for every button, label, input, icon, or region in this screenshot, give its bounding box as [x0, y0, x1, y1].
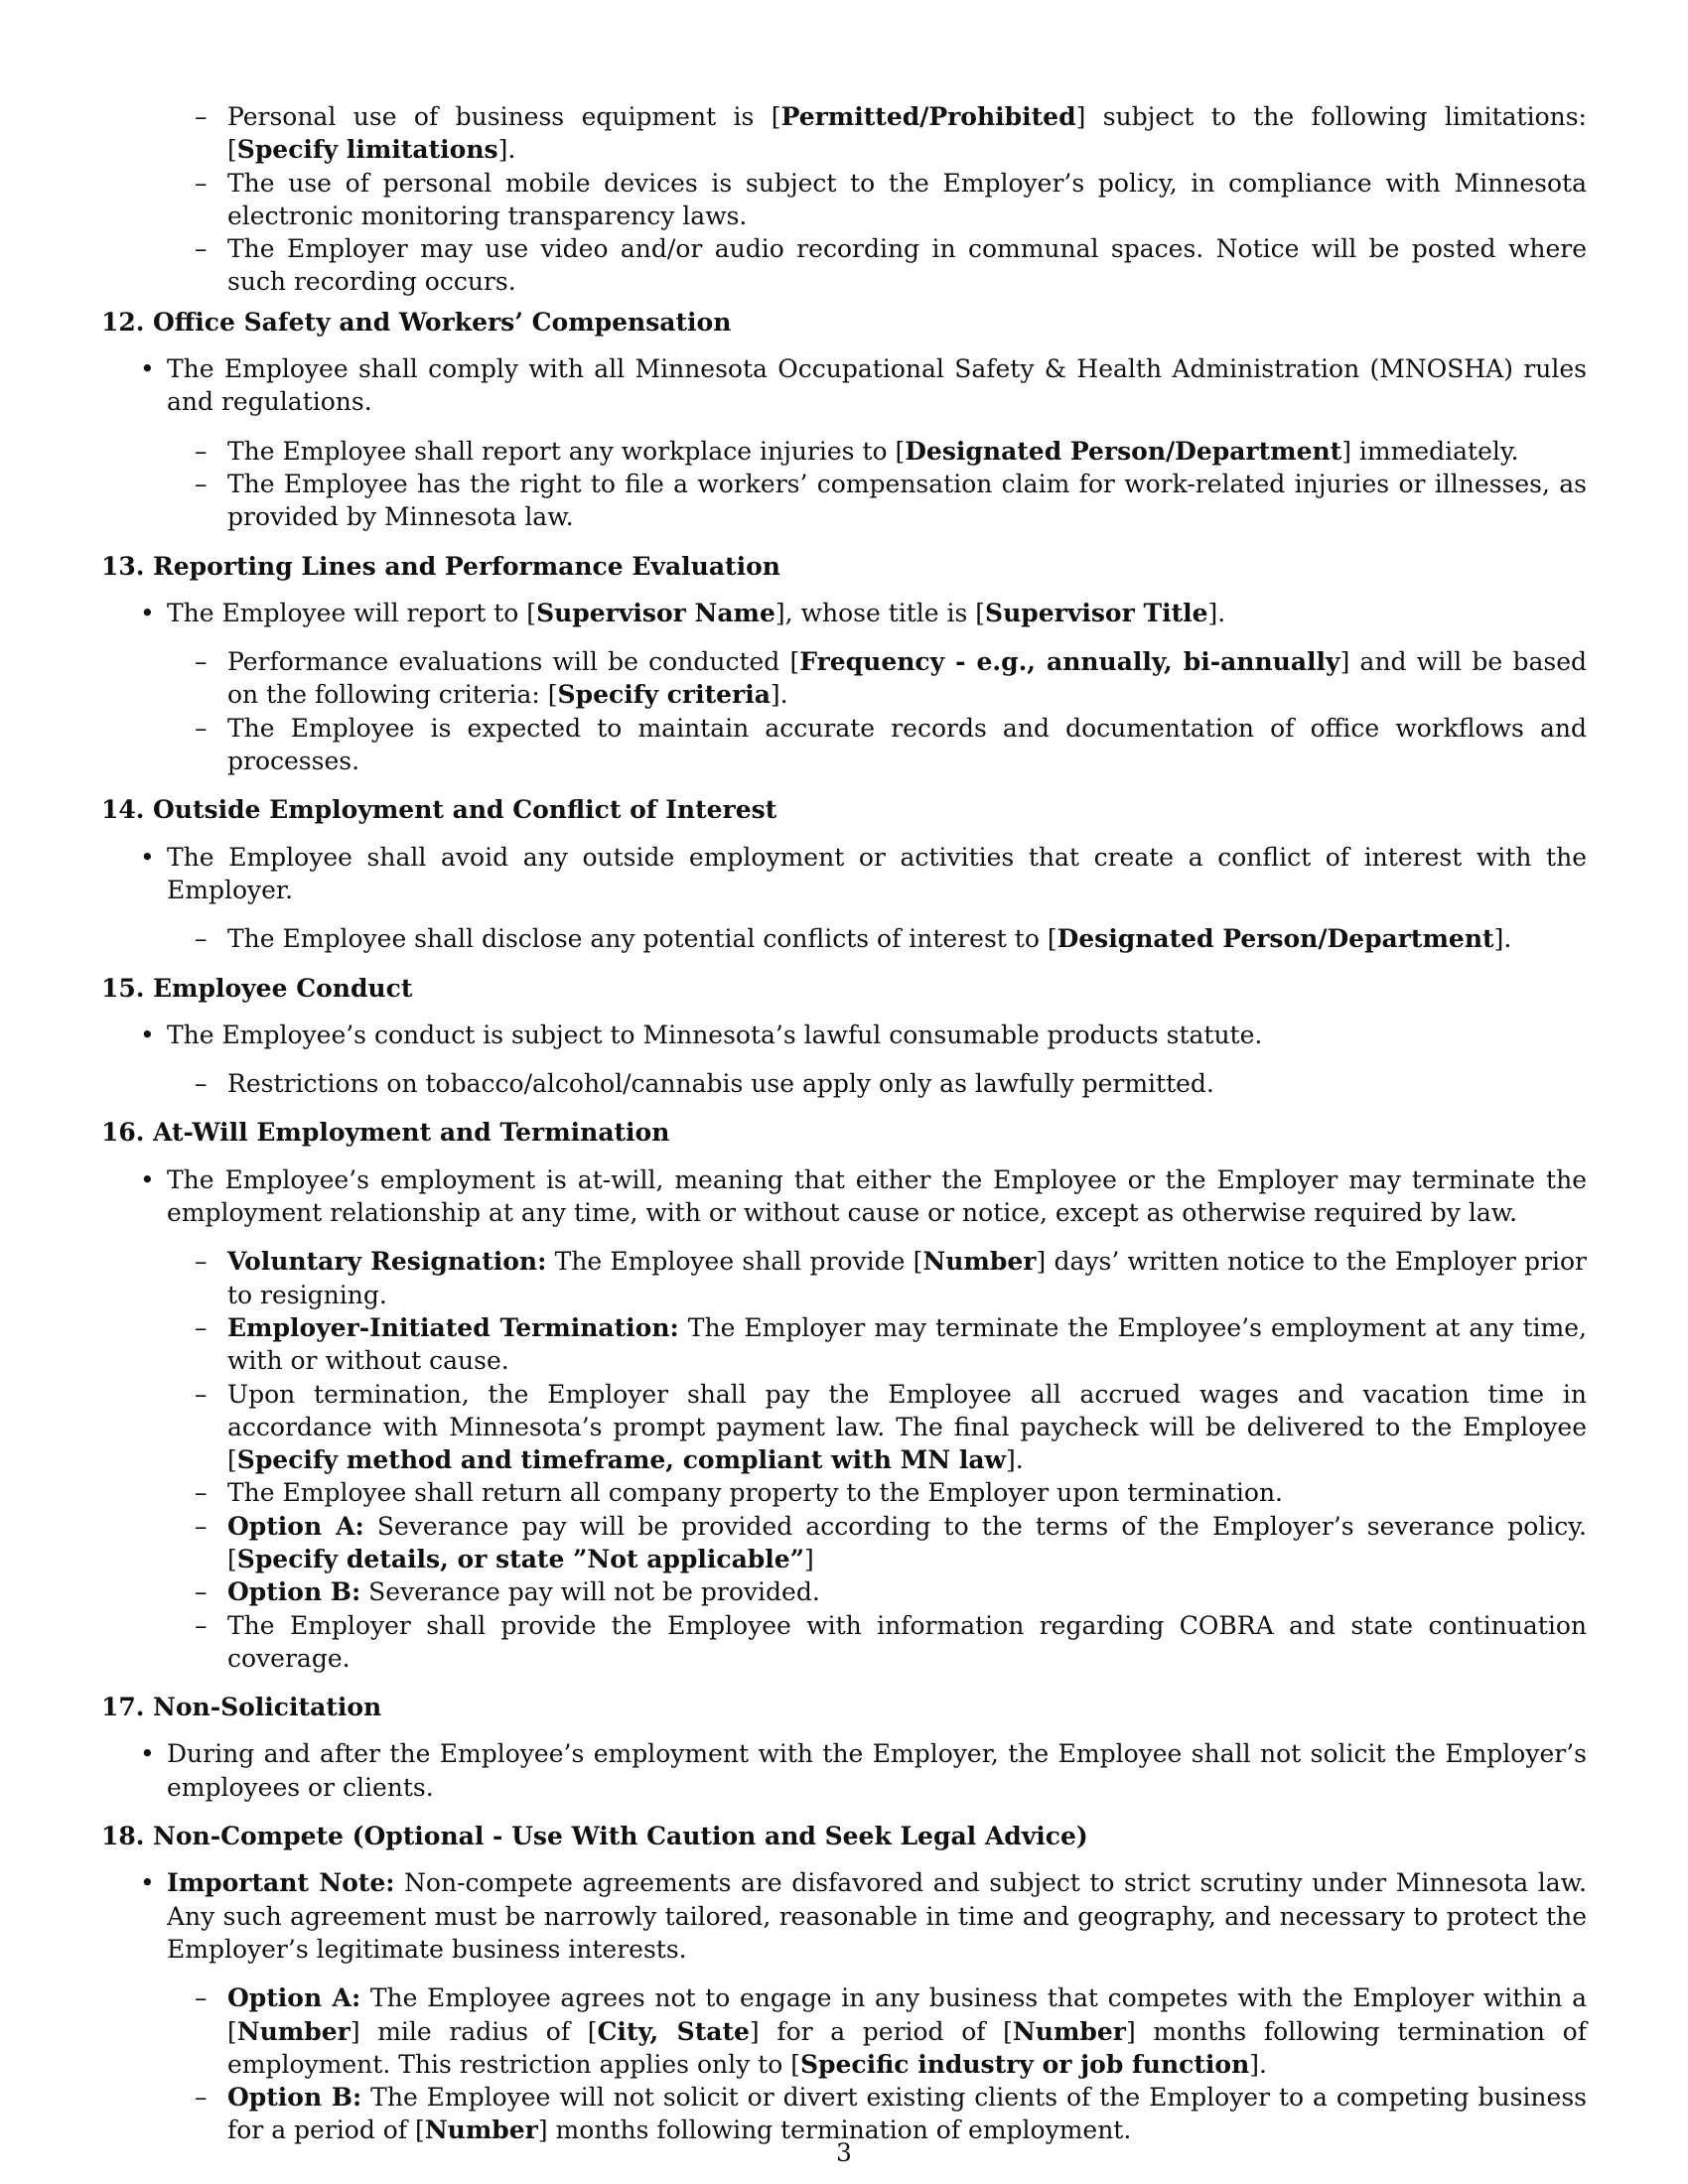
sub-list-item: [227, 1245, 1587, 1311]
sub-list-item: [227, 1067, 1587, 1100]
bullet-text: [167, 597, 1587, 629]
text-segment: The Employee shall return all company property to the Employer upon termination.: [227, 1478, 1284, 1508]
bullet-item: [167, 352, 1587, 533]
bold-text-segment: Supervisor Title: [985, 598, 1208, 627]
section-number: 14.: [101, 795, 145, 825]
bold-text-segment: Option A:: [227, 1983, 361, 2013]
bullet-list: [101, 597, 1587, 777]
text-segment: Upon termination, the Employer shall pay the Employee all accrued wages and vacation time in accordance with Minnesota’s prompt payment law. The final paycheck will be delivered to the Employee [: [227, 1379, 1587, 1475]
section-number: 12.: [101, 307, 145, 337]
text-segment: The Employee’s employment is at-will, meaning that either the Employee or the Employer may terminate the employment relationship at any time, with or without cause or notice, except as otherwise required by law.: [167, 1164, 1587, 1228]
sub-list-item: [227, 232, 1587, 299]
text-segment: ].: [1493, 924, 1512, 954]
section-17: [101, 1691, 1587, 1804]
bullet-item: [167, 841, 1587, 956]
bullet-item: [167, 1866, 1587, 2146]
bullet-text: [167, 1866, 1587, 1966]
bold-text-segment: Specific industry or job function: [799, 2049, 1250, 2079]
text-segment: Non-compete agreements are disfavored and subject to strict scrutiny under Minnesota law. Any such agreement must be narrowly tailored, reasonable in time and geography, and necessary to protect the Employer’s legitimate business interests.: [167, 1868, 1588, 1964]
text-segment: ].: [497, 135, 516, 165]
section-18: [101, 1820, 1587, 2147]
sub-list: [167, 1245, 1587, 1675]
text-segment: ] immediately.: [1341, 436, 1519, 466]
text-segment: The Employee is expected to maintain accurate records and documentation of office workflows and processes.: [227, 713, 1587, 776]
bold-text-segment: Employer-Initiated Termination:: [227, 1312, 679, 1342]
text-segment: The Employee has the right to file a workers’ compensation claim for work-related injuries or illnesses, as provided by Minnesota law.: [227, 469, 1587, 532]
text-segment: Performance evaluations will be conducted [: [227, 647, 800, 677]
bullet-item: [167, 1737, 1587, 1804]
section-heading: [101, 1691, 1587, 1723]
text-segment: The Employer may terminate the Employee’s employment at any time, with or without cause.: [227, 1312, 1587, 1376]
section-heading: [101, 1116, 1587, 1149]
sub-list-item: [227, 1609, 1587, 1676]
text-segment: The use of personal mobile devices is subject to the Employer’s policy, in compliance with Minnesota electronic monitoring transparency laws.: [227, 168, 1587, 230]
section-number: 15.: [101, 973, 145, 1003]
sub-list-item: [227, 1575, 1587, 1608]
text-segment: The Employee shall avoid any outside employment or activities that create a conflict of interest with the Employer.: [167, 842, 1587, 904]
sub-list-item: [227, 100, 1587, 167]
text-segment: The Employee shall disclose any potential conflicts of interest to [: [227, 924, 1057, 954]
section-title: At-Will Employment and Termination: [153, 1118, 670, 1148]
sub-list-item: [227, 468, 1587, 534]
bold-text-segment: Option B:: [227, 1577, 361, 1607]
bold-text-segment: Specify details, or state ”Not applicable”: [236, 1544, 805, 1573]
text-segment: The Employee agrees not to engage in any business that competes with the Employer within a [: [227, 1983, 1587, 2046]
bullet-list: [101, 352, 1587, 533]
sub-list-item: [227, 1311, 1587, 1378]
text-segment: The Employee shall report any workplace injuries to [: [227, 436, 906, 466]
section-13: [101, 550, 1587, 778]
bullet-text: [167, 352, 1587, 419]
text-segment: Severance pay will not be provided.: [360, 1577, 820, 1607]
section-heading: [101, 793, 1587, 826]
text-segment: The Employer may use video and/or audio recording in communal spaces. Notice will be posted where such recording occurs.: [227, 234, 1587, 297]
sub-list: [167, 1981, 1587, 2146]
text-segment: ], whose title is [: [774, 598, 986, 627]
text-segment: The Employee shall comply with all Minnesota Occupational Safety & Health Administration (MNOSHA) rules and regulations.: [167, 354, 1587, 417]
section-title: Outside Employment and Conflict of Interest: [153, 795, 777, 825]
sub-list: [167, 922, 1587, 955]
text-segment: ]: [804, 1544, 814, 1573]
bullet-item: [167, 597, 1587, 777]
bold-text-segment: Number: [424, 2116, 538, 2145]
section-heading: [101, 550, 1587, 583]
sub-list: [167, 645, 1587, 777]
text-segment: Personal use of business equipment is [: [227, 102, 781, 131]
section-number: 16.: [101, 1118, 145, 1148]
sections-container: [101, 306, 1587, 2147]
text-segment: The Employee will report to [: [167, 598, 537, 627]
text-segment: ] months following termination of employment.: [537, 2116, 1132, 2145]
sub-list-item: [227, 167, 1587, 233]
bold-text-segment: Voluntary Resignation:: [227, 1247, 547, 1277]
text-segment: ] for a period of [: [749, 2016, 1013, 2046]
bold-text-segment: Number: [922, 1247, 1037, 1277]
bullet-text: [167, 841, 1587, 907]
bullet-list: [101, 1737, 1587, 1804]
sub-list-item: [227, 1378, 1587, 1477]
sub-list-item: [227, 922, 1587, 955]
bold-text-segment: Frequency - e.g., annually, bi-annually: [799, 647, 1340, 677]
section-title: Office Safety and Workers’ Compensation: [153, 307, 732, 337]
text-segment: The Employee shall provide [: [546, 1247, 923, 1277]
bullet-item: [167, 1163, 1587, 1675]
section-14: [101, 793, 1587, 955]
section-title: Employee Conduct: [153, 973, 413, 1003]
text-segment: ].: [1249, 2049, 1267, 2079]
intro-sub-list: [101, 100, 1587, 299]
text-segment: During and after the Employee’s employment with the Employer, the Employee shall not solicit the Employer’s employees or clients.: [167, 1739, 1587, 1802]
document-body: [101, 100, 1587, 2147]
bold-text-segment: Specify limitations: [236, 135, 498, 165]
text-segment: ] mile radius of [: [350, 2016, 598, 2046]
sub-list: [167, 435, 1587, 534]
text-segment: ].: [770, 680, 788, 710]
bold-text-segment: Specify method and timeframe, compliant with MN law: [236, 1445, 1007, 1475]
bullet-list: [101, 841, 1587, 956]
sub-list-item: [227, 1510, 1587, 1576]
section-heading: [101, 306, 1587, 339]
bold-text-segment: Number: [236, 2016, 351, 2046]
sub-list-item: [227, 712, 1587, 778]
section-title: Reporting Lines and Performance Evaluation: [153, 551, 780, 581]
text-segment: ].: [1207, 598, 1226, 627]
bullet-list: [101, 1163, 1587, 1675]
section-title: Non-Compete (Optional - Use With Caution and Seek Legal Advice): [153, 1822, 1088, 1851]
section-number: 18.: [101, 1822, 145, 1851]
bold-text-segment: Option B:: [227, 2083, 362, 2113]
bold-text-segment: Specify criteria: [557, 680, 771, 710]
text-segment: Severance pay will be provided according to the terms of the Employer’s severance policy. [: [227, 1511, 1587, 1573]
bold-text-segment: Supervisor Name: [536, 598, 775, 627]
bold-text-segment: Permitted/Prohibited: [780, 102, 1076, 131]
text-segment: ] and will be based on the following criteria: [: [227, 647, 1587, 710]
text-segment: The Employer shall provide the Employee with information regarding COBRA and state continuation coverage.: [227, 1610, 1587, 1673]
section-12: [101, 306, 1587, 534]
bullet-item: [167, 1019, 1587, 1101]
section-title: Non-Solicitation: [153, 1693, 382, 1722]
sub-list-item: [227, 435, 1587, 468]
sub-list: [167, 1067, 1587, 1100]
bullet-text: [167, 1163, 1587, 1230]
bold-text-segment: Designated Person/Department: [905, 436, 1342, 466]
bold-text-segment: Number: [1012, 2016, 1126, 2046]
section-heading: [101, 1820, 1587, 1852]
bold-text-segment: Option A:: [227, 1511, 364, 1541]
bullet-text: [167, 1019, 1587, 1051]
sub-list-item: [227, 645, 1587, 712]
text-segment: ] subject to the following limitations: [: [227, 102, 1587, 165]
section-number: 13.: [101, 551, 145, 581]
page-number: 3: [836, 2138, 852, 2167]
bullet-list: [101, 1019, 1587, 1101]
sub-list-item: [227, 1981, 1587, 2081]
bold-text-segment: City, State: [597, 2016, 750, 2046]
section-heading: [101, 972, 1587, 1005]
text-segment: Restrictions on tobacco/alcohol/cannabis use apply only as lawfully permitted.: [227, 1069, 1214, 1099]
section-number: 17.: [101, 1693, 145, 1722]
bold-text-segment: Important Note:: [167, 1868, 395, 1898]
text-segment: The Employee will not solicit or divert existing clients of the Employer to a competing business for a period of [: [227, 2083, 1587, 2145]
text-segment: ].: [1006, 1445, 1024, 1475]
bullet-text: [167, 1737, 1587, 1804]
text-segment: The Employee’s conduct is subject to Minnesota’s lawful consumable products statute.: [167, 1020, 1263, 1049]
section-16: [101, 1116, 1587, 1675]
section-15: [101, 972, 1587, 1101]
text-segment: ] days’ written notice to the Employer prior to resigning.: [227, 1247, 1587, 1309]
text-segment: ] months following termination of employment. This restriction applies only to [: [227, 2016, 1587, 2079]
bold-text-segment: Designated Person/Department: [1056, 924, 1494, 954]
bullet-list: [101, 1866, 1587, 2146]
sub-list-item: [227, 1476, 1587, 1509]
